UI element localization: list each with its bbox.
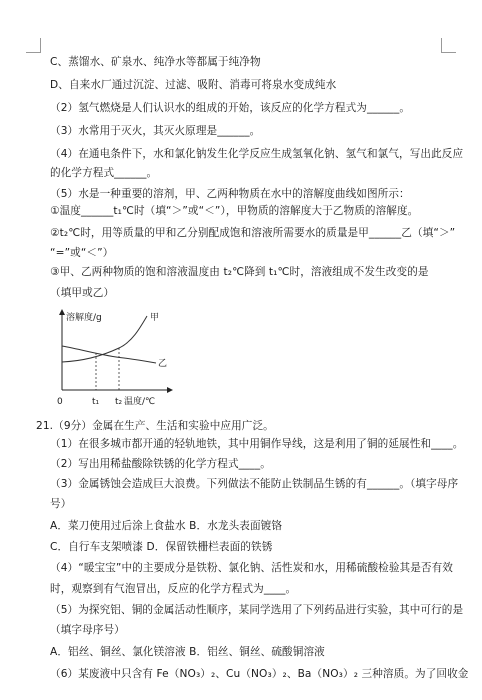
question-21-part-3-cont: 号） — [50, 498, 72, 510]
question-4-text: （4）在通电条件下，水和氯化钠发生化学反应生成氢氧化钠、氢气和氯气，写出此反应 — [50, 148, 464, 160]
origin-label: 0 — [57, 397, 63, 407]
question-21-part-5-cont: （填字母序号） — [50, 624, 125, 636]
question-5-part-3-cont: （填甲或乙） — [50, 287, 115, 299]
question-3-text: （3）水常用于灭火，其灭火原理是______。 — [50, 125, 261, 137]
question-5-part-3: ③甲、乙两种物质的饱和溶液温度由 t₂℃降到 t₁℃时，溶液组成不发生改变的是 — [50, 266, 429, 278]
question-21-part-3: （3）金属锈蚀会造成巨大浪费。下列做法不能防止铁制品生锈的有______。（填字母序 — [50, 478, 459, 490]
question-21-title: 21.（9分）金属在生产、生活和实验中应用广泛。 — [36, 420, 274, 432]
y-axis-label: 溶解度/g — [66, 313, 102, 323]
question-4-text-cont: 的化学方程式______。 — [50, 167, 158, 179]
question-21-part-4: （4）“暖宝宝”中的主要成分是铁粉、氯化钠、活性炭和水，用稀硫酸检验其是否有效 — [50, 562, 453, 574]
x-tick-t2: t₂ — [115, 397, 123, 407]
solubility-curve-chart — [44, 304, 234, 414]
question-21-part-3-options-ab: A．菜刀使用过后涂上食盐水 B．水龙头表面镀铬 — [50, 520, 283, 532]
page-corner-mark-left — [26, 38, 41, 53]
x-tick-t1: t₁ — [92, 397, 100, 407]
page-corner-mark-right — [441, 38, 456, 53]
question-5-part-2: ②t₂℃时，用等质量的甲和乙分别配成饱和溶液所需要水的质量是甲______乙（填“＞” — [50, 227, 456, 239]
series-label-jia: 甲 — [150, 313, 160, 323]
question-21-part-4-cont: 时，观察到有气泡冒出，反应的化学方程式为____。 — [50, 583, 297, 595]
question-21-part-6: （6）某废液中只含有 Fe（NO₃）₂、Cu（NO₃）₂、Ba（NO₃）₂ 三种溶质。为了回收金 — [50, 668, 469, 680]
question-21-part-2: （2）写出用稀盐酸除铁锈的化学方程式____。 — [50, 458, 271, 470]
question-5-part-1: ①温度______t₁℃时（填“＞”或“＜”），甲物质的溶解度大于乙物质的溶解度。 — [50, 205, 419, 217]
question-21-part-1: （1）在很多城市都开通的轻轨地铁，其中用铜作导线，这是利用了铜的延展性和____。 — [50, 438, 464, 450]
question-2-text: （2）氢气燃烧是人们认识水的组成的开始，该反应的化学方程式为______。 — [50, 102, 411, 114]
series-label-yi: 乙 — [158, 359, 168, 369]
option-c-text: C、蒸馏水、矿泉水、纯净水等都属于纯净物 — [50, 56, 261, 68]
question-5-part-2-cont: “=”或“＜”） — [50, 247, 114, 259]
option-d-text: D、自来水厂通过沉淀、过滤、吸附、消毒可将泉水变成纯水 — [50, 79, 337, 91]
question-21-part-5: （5）为探究铝、铜的金属活动性顺序，某同学选用了下列药品进行实验，其中可行的是 — [50, 604, 464, 616]
question-21-part-3-options-cd: C．自行车支架喷漆 D．保留铁栅栏表面的铁锈 — [50, 541, 273, 553]
question-21-part-5-options: A．铝丝、铜丝、氯化镁溶液 B．铝丝、铜丝、硫酸铜溶液 — [50, 646, 325, 658]
x-axis-label: 温度/℃ — [124, 397, 156, 407]
question-5-text: （5）水是一种重要的溶剂，甲、乙两种物质在水中的溶解度曲线如图所示： — [50, 188, 410, 200]
